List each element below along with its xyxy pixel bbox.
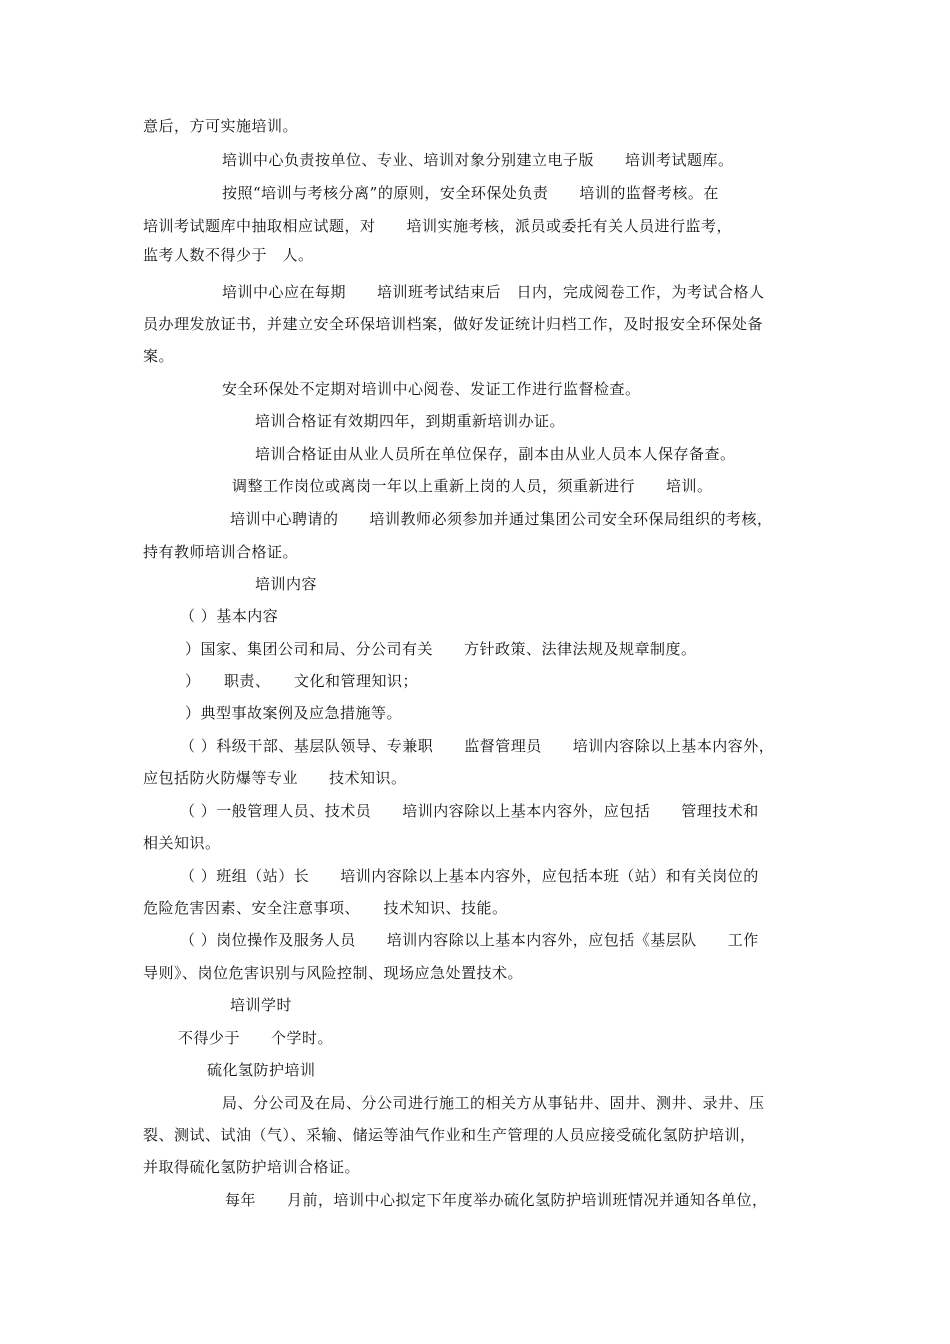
text-line: 导则》、岗位危害识别与风险控制、现场应急处置技术。 [143,964,524,982]
text-line: 监考人数不得少于 人。 [143,246,314,264]
text-line: 每年 月前，培训中心拟定下年度举办硫化氢防护培训班情况并通知各单位， [225,1191,768,1209]
text-line: 案。 [143,347,175,365]
text-line: 应包括防火防爆等专业 技术知识。 [143,769,407,787]
text-line: 持有教师培训合格证。 [143,543,299,561]
subsection-heading: （ ）班组（站）长 培训内容除以上基本内容外，应包括本班（站）和有关岗位的 [180,867,759,885]
text-line: 局、分公司及在局、分公司进行施工的相关方从事钻井、固井、测井、录井、压 [222,1094,765,1112]
text-line: 培训中心负责按单位、专业、培训对象分别建立电子版 培训考试题库。 [222,151,734,169]
text-line: 危险危害因素、安全注意事项、 技术知识、技能。 [143,899,508,917]
text-line: 安全环保处不定期对培训中心阅卷、发证工作进行监督检查。 [222,380,641,398]
section-heading: 硫化氢防护培训 [207,1061,316,1079]
subsection-heading: （ ）岗位操作及服务人员 培训内容除以上基本内容外，应包括《基层队 工作 [180,931,759,949]
section-heading: 培训内容 [255,575,318,593]
text-line: 培训合格证有效期四年，到期重新培训办证。 [255,412,566,430]
text-line: 培训中心应在每期 培训班考试结束后 日内，完成阅卷工作，为考试合格人 [222,283,765,301]
text-line: 员办理发放证书，并建立安全环保培训档案，做好发证统计归档工作，及时报安全环保处备 [143,315,764,333]
text-line: 培训考试题库中抽取相应试题，对 培训实施考核，派员或委托有关人员进行监考， [143,217,733,235]
text-line: ） 职责、 文化和管理知识； [185,672,419,690]
text-line: 裂、测试、试油（气）、采输、储运等油气作业和生产管理的人员应接受硫化氢防护培训， [143,1126,756,1144]
subsection-heading: （ ）科级干部、基层队领导、专兼职 监督管理员 培训内容除以上基本内容外， [180,737,775,755]
subsection-heading: （ ）基本内容 [180,607,279,625]
text-line: ）典型事故案例及应急措施等。 [185,704,403,722]
section-heading: 培训学时 [230,996,293,1014]
text-line: 培训合格证由从业人员所在单位保存，副本由从业人员本人保存备查。 [255,445,736,463]
text-line: 按照“培训与考核分离”的原则，安全环保处负责 培训的监督考核。在 [222,184,719,202]
text-line: 相关知识。 [143,834,221,852]
text-line: 调整工作岗位或离岗一年以上重新上岗的人员，须重新进行 培训。 [232,477,713,495]
text-line: 意后，方可实施培训。 [143,117,299,135]
text-line: 并取得硫化氢防护培训合格证。 [143,1158,361,1176]
text-line: 培训中心聘请的 培训教师必须参加并通过集团公司安全环保局组织的考核， [230,510,773,528]
text-line: ）国家、集团公司和局、分公司有关 方针政策、法律法规及规章制度。 [185,640,697,658]
text-line: 不得少于 个学时。 [178,1029,334,1047]
subsection-heading: （ ）一般管理人员、技术员 培训内容除以上基本内容外，应包括 管理技术和 [180,802,759,820]
